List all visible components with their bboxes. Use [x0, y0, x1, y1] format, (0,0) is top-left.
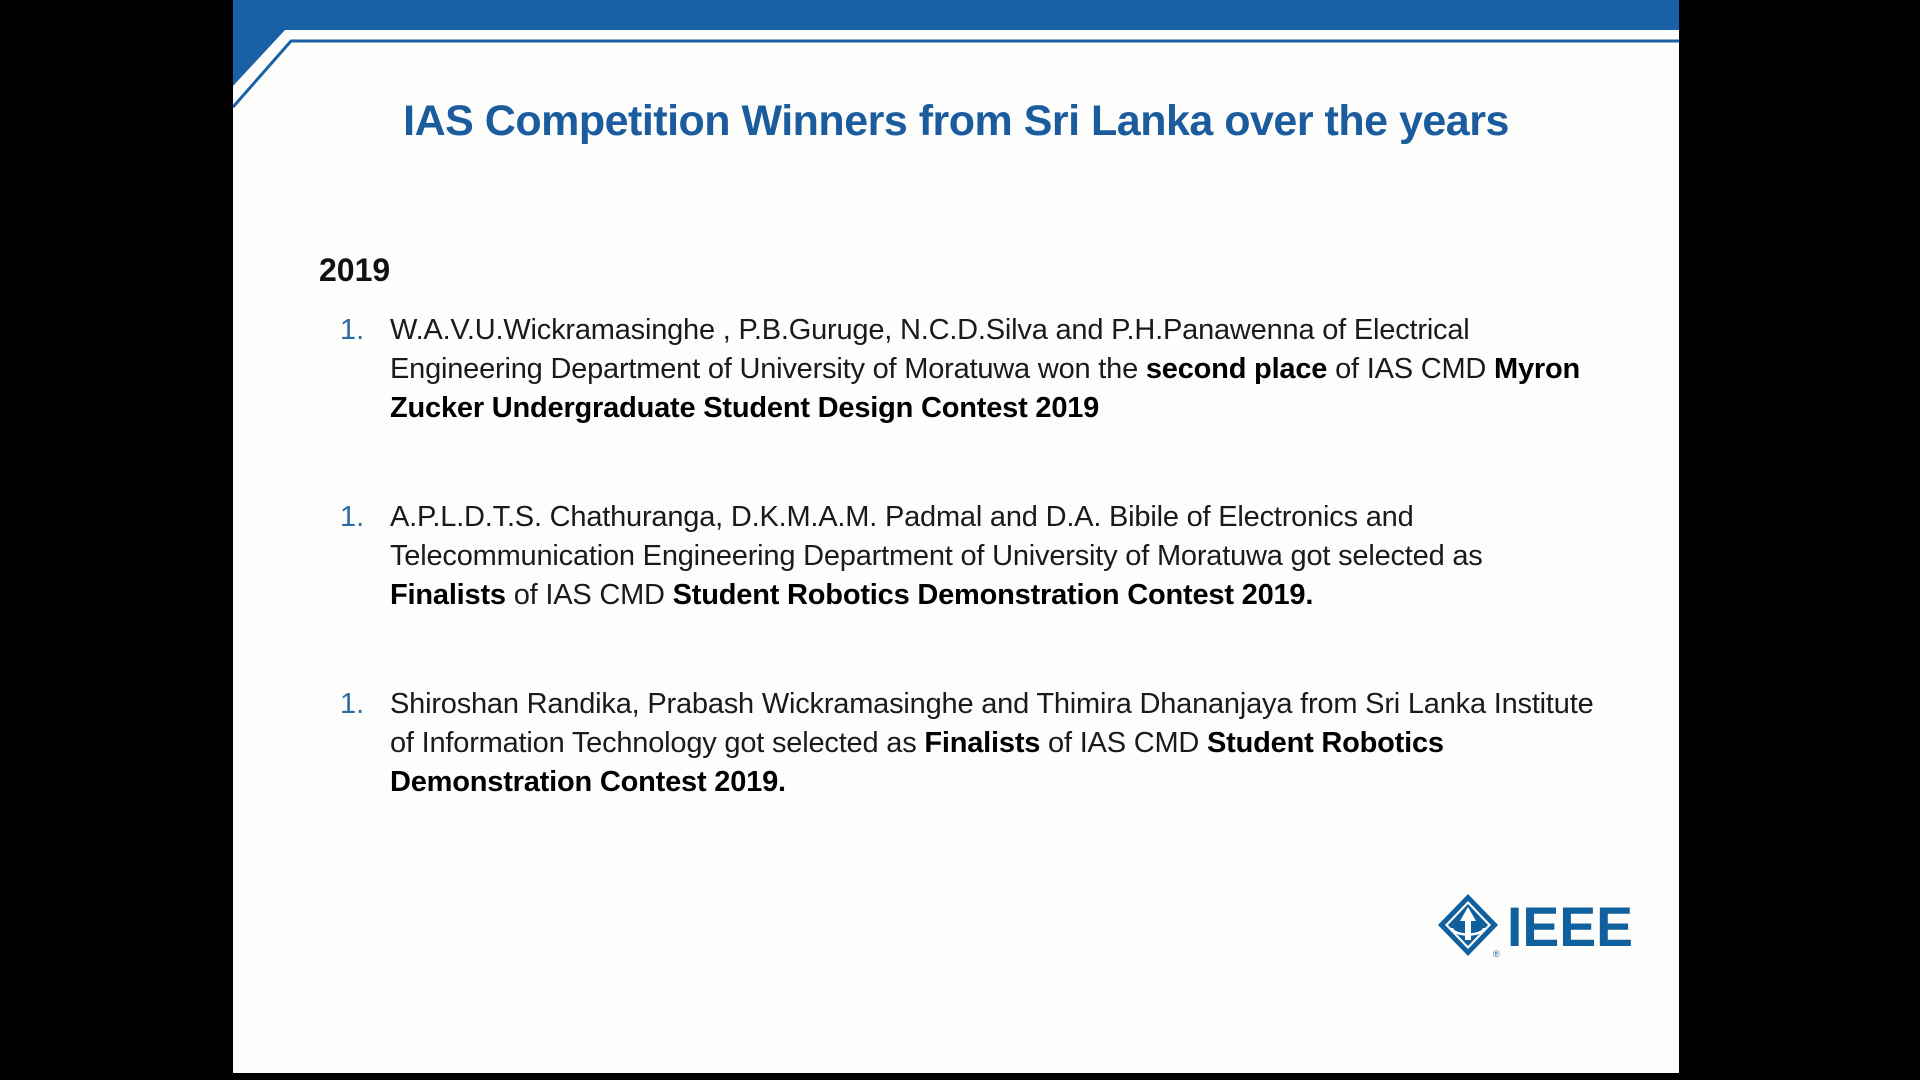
ieee-registered-mark: ®	[1493, 949, 1500, 959]
list-item-number: 1.	[340, 501, 365, 533]
list-item-number: 1.	[340, 314, 365, 346]
letterbox-right	[1679, 0, 1920, 1080]
year-heading: 2019	[319, 252, 391, 288]
list-item-number: 1.	[340, 688, 365, 720]
letterbox-bottom	[0, 1073, 1920, 1080]
list-item-text: W.A.V.U.Wickramasinghe , P.B.Guruge, N.C.D.Silva and P.H.Panawenna of Electrical Engineering Department of University of Moratuwa won the second place of IAS CMD Myron Zucker Undergraduate Student Design Contest 2019	[390, 314, 1581, 424]
ieee-logo-text: IEEE	[1507, 895, 1633, 958]
presentation-slide	[233, 0, 1679, 1073]
list-item-text: Shiroshan Randika, Prabash Wickramasinghe and Thimira Dhananjaya from Sri Lanka Institute of Information Technology got selected as Finalists of IAS CMD Student Robotics Demonstration Contest 2019.	[390, 688, 1594, 798]
ieee-logo	[1437, 893, 1637, 959]
winners-list	[340, 311, 1600, 872]
slide-title: IAS Competition Winners from Sri Lanka over the years	[403, 97, 1509, 145]
list-item	[340, 311, 1600, 428]
list-item	[340, 498, 1600, 615]
letterbox-left	[0, 0, 233, 1080]
list-item	[340, 685, 1600, 802]
list-item-text: A.P.L.D.T.S. Chathuranga, D.K.M.A.M. Padmal and D.A. Bibile of Electronics and Telecommunication Engineering Department of University of Moratuwa got selected as Finalists of IAS CMD Student Robotics Demonstration Contest 2019.	[390, 501, 1483, 611]
